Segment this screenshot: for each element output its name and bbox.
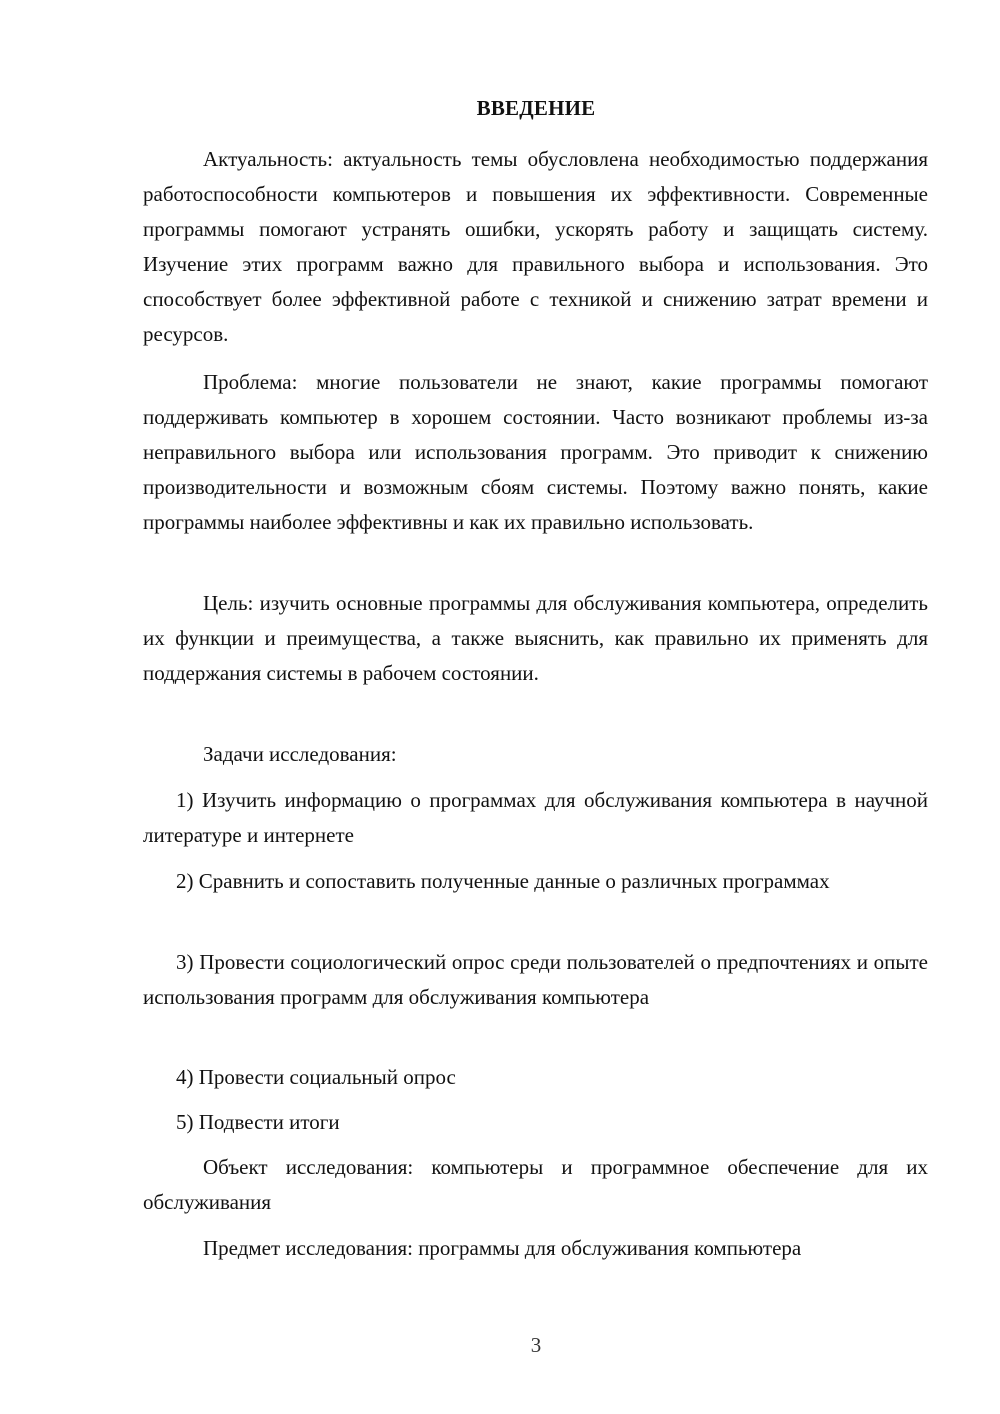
- task-item-4: 4) Провести социальный опрос: [176, 1065, 456, 1089]
- paragraph-relevance: Актуальность: актуальность темы обусловлена необходимостью поддержания работоспособности компьютеров и повышения их эффективности. Современные программы помогают устранять ошибки, ускорять работу и защищать систему. Изучение этих программ важно для правильного выбора и использования. Это способствует более эффективной работе с техникой и снижению затрат времени и ресурсов.: [143, 147, 928, 346]
- task-item-1: 1) Изучить информацию о программах для обслуживания компьютера в научной литературе и интернете: [143, 788, 928, 847]
- page-number: 3: [530, 1333, 542, 1357]
- tasks-heading: Задачи исследования:: [203, 742, 397, 766]
- task-item-3: 3) Провести социологический опрос среди пользователей о предпочтениях и опыте использования программ для обслуживания компьютера: [143, 950, 928, 1009]
- paragraph-object: Объект исследования: компьютеры и программное обеспечение для их обслуживания: [143, 1155, 928, 1214]
- task-item-2: 2) Сравнить и сопоставить полученные данные о различных программах: [176, 869, 830, 893]
- paragraph-goal: Цель: изучить основные программы для обслуживания компьютера, определить их функции и преимущества, а также выяснить, как правильно их применять для поддержания системы в рабочем состоянии.: [143, 591, 928, 685]
- task-item-5: 5) Подвести итоги: [176, 1110, 340, 1134]
- paragraph-problem: Проблема: многие пользователи не знают, какие программы помогают поддерживать компьютер в хорошем состоянии. Часто возникают проблемы из-за неправильного выбора или использования программ. Это приводит к снижению производительности и возможным сбоям системы. Поэтому важно понять, какие программы наиболее эффективны и как их правильно использовать.: [143, 370, 928, 534]
- section-title: ВВЕДЕНИЕ: [476, 96, 596, 120]
- paragraph-subject: Предмет исследования: программы для обслуживания компьютера: [203, 1236, 802, 1260]
